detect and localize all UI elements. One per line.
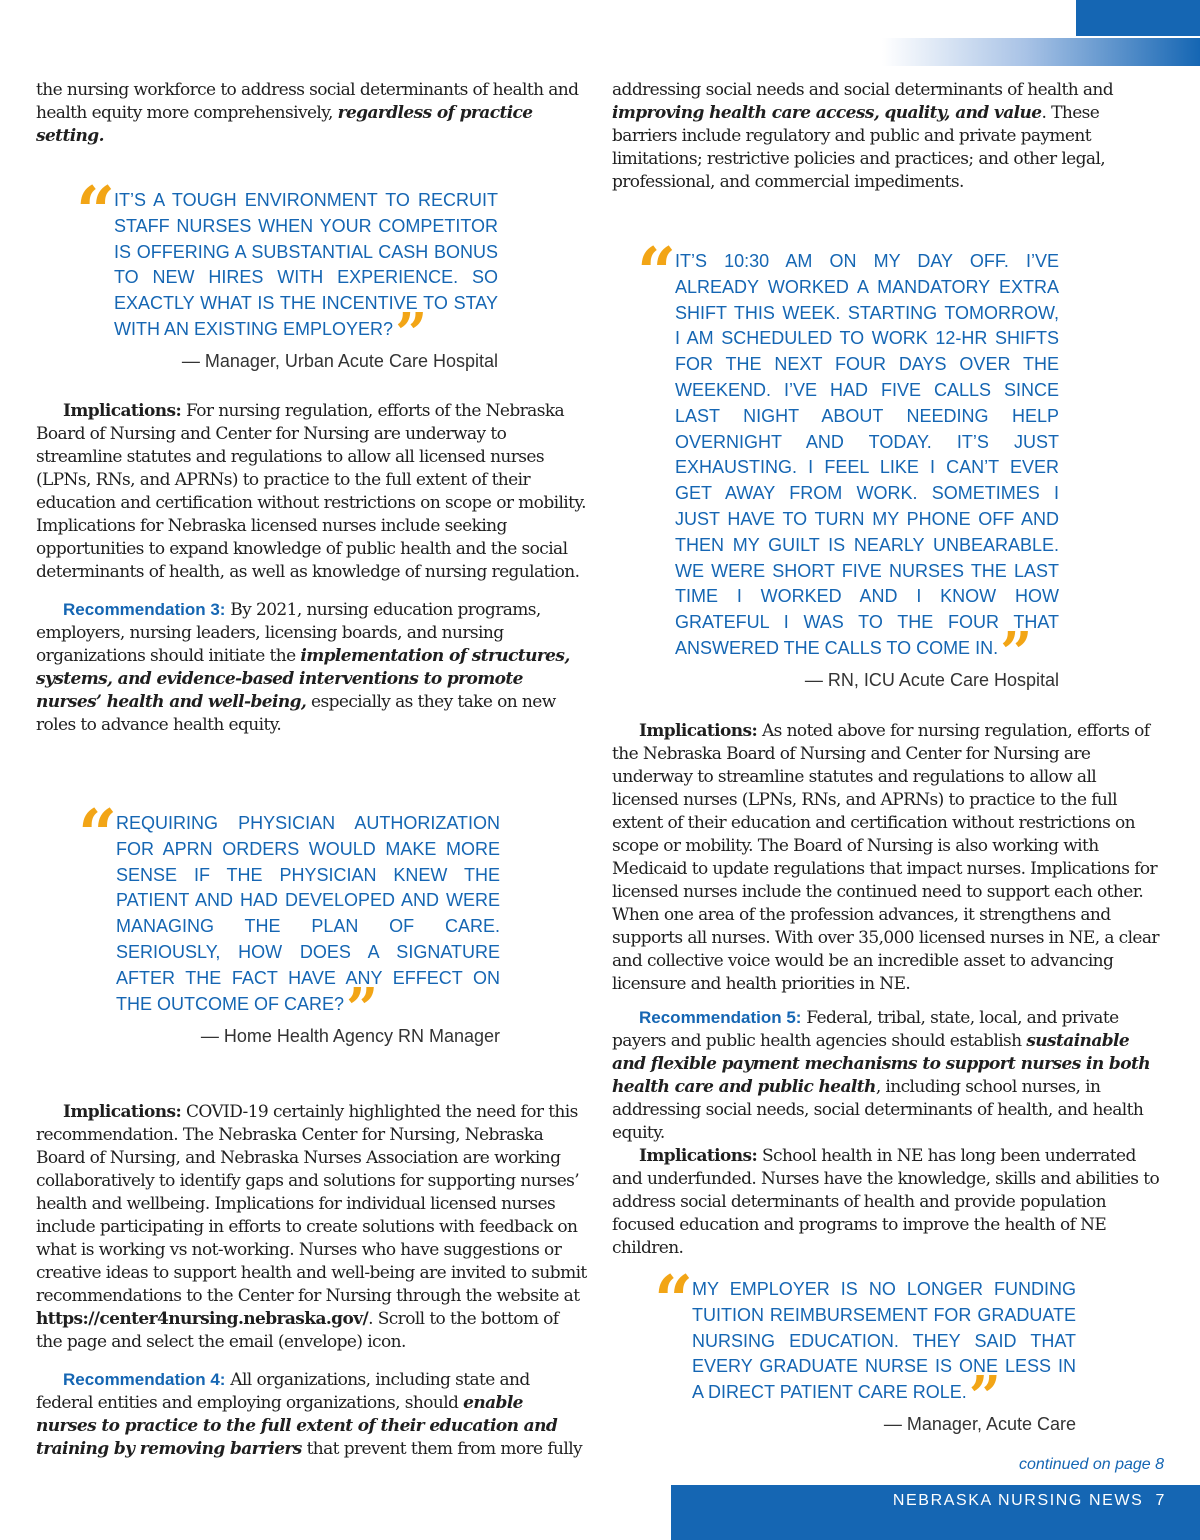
left-column-body-1 xyxy=(36,400,588,737)
recommendation-5-label: Recommendation 5: xyxy=(639,1008,802,1027)
implications-paragraph: Implications: School health in NE has long been underrated and underfunded. Nurses have the knowledge, skills and abilities to address social determinants of health and provide population focused education and programs to improve the health of NE children. xyxy=(612,1146,1160,1258)
close-quote-icon: ” xyxy=(968,1364,1001,1431)
implications-label: Implications: xyxy=(639,721,758,741)
close-quote-icon: ” xyxy=(395,300,428,367)
open-quote-icon: “ xyxy=(76,172,116,252)
publication-name: NEBRASKA NURSING NEWS xyxy=(892,1492,1144,1509)
quote-text: IT’S 10:30 AM ON MY DAY OFF. I’VE ALREADY WORKED A MANDATORY EXTRA SHIFT THIS WEEK. STARTING TOMORROW, I AM SCHEDULED TO WORK 12-HR SHIFTS FOR THE NEXT FOUR DAYS OVER THE WEEKEND. I’VE HAD FIVE CALLS SINCE LAST NIGHT ABOUT NEEDING HELP OVERNIGHT AND TODAY. IT’S JUST EXHAUSTING. I FEEL LIKE I CAN’T EVER GET AWAY FROM WORK. SOMETIMES I JUST HAVE TO TURN MY PHONE OFF AND THEN MY GUILT IS NEARLY UNBEARABLE. WE WERE SHORT FIVE NURSES THE LAST TIME I WORKED AND I KNOW HOW GRATEFUL I WAS TO THE FOUR THAT ANSWERED THE CALLS TO COME IN.” xyxy=(675,251,1059,686)
left-column-intro xyxy=(36,79,588,148)
continued-on-page-link[interactable]: continued on page 8 xyxy=(1018,1456,1164,1473)
quote-text: MY EMPLOYER IS NO LONGER FUNDING TUITION REIMBURSEMENT FOR GRADUATE NURSING EDUCATION. THEY SAID THAT EVERY GRADUATE NURSE IS ONE LESS IN A DIRECT PATIENT CARE ROLE.” xyxy=(692,1279,1076,1431)
quote-attribution: — Manager, Acute Care xyxy=(883,1414,1076,1435)
recommendation-3-paragraph: Recommendation 3: By 2021, nursing education programs, employers, nursing leaders, licensing boards, and nursing organizations should initiate the implementation of structures, systems, and evidence-based interventions to promote nurses’ health and well-being, especially as they take on new roles to advance health equity. xyxy=(36,600,570,735)
footer-publication xyxy=(893,1492,1166,1510)
quote-attribution: — Home Health Agency RN Manager xyxy=(200,1025,500,1046)
pull-quote-3 xyxy=(637,233,1059,694)
header-gradient-bar xyxy=(882,38,1200,66)
quote-text: IT’S A TOUGH ENVIRONMENT TO RECRUIT STAFF NURSES WHEN YOUR COMPETITOR IS OFFERING A SUBSTANTIAL CASH BONUS TO NEW HIRES WITH EXPERIENCE. SO EXACTLY WHAT IS THE INCENTIVE TO STAY WITH AN EXISTING EMPLOYER?” xyxy=(114,190,498,367)
close-quote-icon: ” xyxy=(1000,619,1033,686)
intro-paragraph: the nursing workforce to address social determinants of health and health equity more comprehensively, regardless of practice setting. xyxy=(36,80,579,146)
right-column-body xyxy=(612,720,1164,1260)
implications-paragraph: Implications: As noted above for nursing regulation, efforts of the Nebraska Board of Nursing and Center for Nursing are underway to streamline statutes and regulations to allow all licensed nurses (LPNs, RNs, and APRNs) to practice to the full extent of their education and certification without restrictions on scope or mobility. The Board of Nursing is also working with Medicaid to update regulations that impact nurses. Implications for licensed nurses include the continued need to support each other. When one area of the profession advances, it strengthens and supports all nurses. With over 35,000 licensed nurses in NE, a clear and collective voice would be an incredible asset to advancing licensure and health priorities in NE. xyxy=(612,721,1159,994)
left-column-body-2 xyxy=(36,1101,588,1461)
recommendation-3-label: Recommendation 3: xyxy=(63,600,226,619)
center-for-nursing-link[interactable]: https://center4nursing.nebraska.gov/ xyxy=(36,1309,369,1329)
quote-text: REQUIRING PHYSICIAN AUTHORIZATION FOR APRN ORDERS WOULD MAKE MORE SENSE IF THE PHYSICIAN KNEW THE PATIENT AND HAD DEVELOPED AND WERE MANAGING THE PLAN OF CARE. SERIOUSLY, HOW DOES A SIGNATURE AFTER THE FACT HAVE ANY EFFECT ON THE OUTCOME OF CARE?” xyxy=(116,813,500,1042)
implications-paragraph: Implications: COVID-19 certainly highlighted the need for this recommendation. The Nebraska Center for Nursing, Nebraska Board of Nursing, and Nebraska Nurses Association are working collaboratively to identify gaps and solutions for supporting nurses’ health and wellbeing. Implications for individual licensed nurses include participating in efforts to create solutions with feedback on what is working vs not-working. Nurses who have suggestions or creative ideas to support health and well-being are invited to submit recommendations to the Center for Nursing through the website at https://center4nursing.nebraska.gov/. Scroll to the bottom of the page and select the email (envelope) icon. xyxy=(36,1102,587,1352)
intro-emphasis: regardless of practice setting. xyxy=(36,103,533,146)
open-quote-icon: “ xyxy=(637,233,677,313)
quote-attribution: — RN, ICU Acute Care Hospital xyxy=(804,669,1059,690)
close-quote-icon: ” xyxy=(346,975,379,1042)
recommendation-5-paragraph: Recommendation 5: Federal, tribal, state, local, and private payers and public health agencies should establish sustainable and flexible payment mechanisms to support nurses in both health care and public health, including school nurses, in addressing social needs, social determinants of health, and health equity. xyxy=(612,1008,1150,1143)
pull-quote-2 xyxy=(78,795,500,1049)
open-quote-icon: “ xyxy=(654,1261,694,1341)
implications-label: Implications: xyxy=(63,1102,182,1122)
pull-quote-1 xyxy=(76,172,498,375)
implications-label: Implications: xyxy=(63,401,182,421)
recommendation-4-paragraph: Recommendation 4: All organizations, including state and federal entities and employing organizations, should enable nurses to practice to the full extent of their education and training by removing barriers that prevent them from more fully xyxy=(36,1370,583,1459)
page-number: 7 xyxy=(1155,1492,1166,1509)
right-column-intro xyxy=(612,79,1164,194)
recommendation-4-label: Recommendation 4: xyxy=(63,1370,226,1389)
intro-paragraph: addressing social needs and social determinants of health and improving health care access, quality, and value. These barriers include regulatory and public and private payment limitations; restrictive policies and practices; and other legal, professional, and commercial impediments. xyxy=(612,80,1114,192)
open-quote-icon: “ xyxy=(78,795,118,875)
pull-quote-4 xyxy=(654,1261,1076,1438)
quote-attribution: — Manager, Urban Acute Care Hospital xyxy=(181,350,498,371)
implications-label: Implications: xyxy=(639,1146,758,1166)
header-color-block xyxy=(1076,0,1200,36)
implications-paragraph: Implications: For nursing regulation, efforts of the Nebraska Board of Nursing and Center for Nursing are underway to streamline statutes and regulations to allow all licensed nurses (LPNs, RNs, and APRNs) to practice to the full extent of their education and certification without restrictions on scope or mobility. Implications for Nebraska licensed nurses include seeking opportunities to expand knowledge of public health and the social determinants of health, as well as knowledge of nursing regulation. xyxy=(36,401,586,582)
